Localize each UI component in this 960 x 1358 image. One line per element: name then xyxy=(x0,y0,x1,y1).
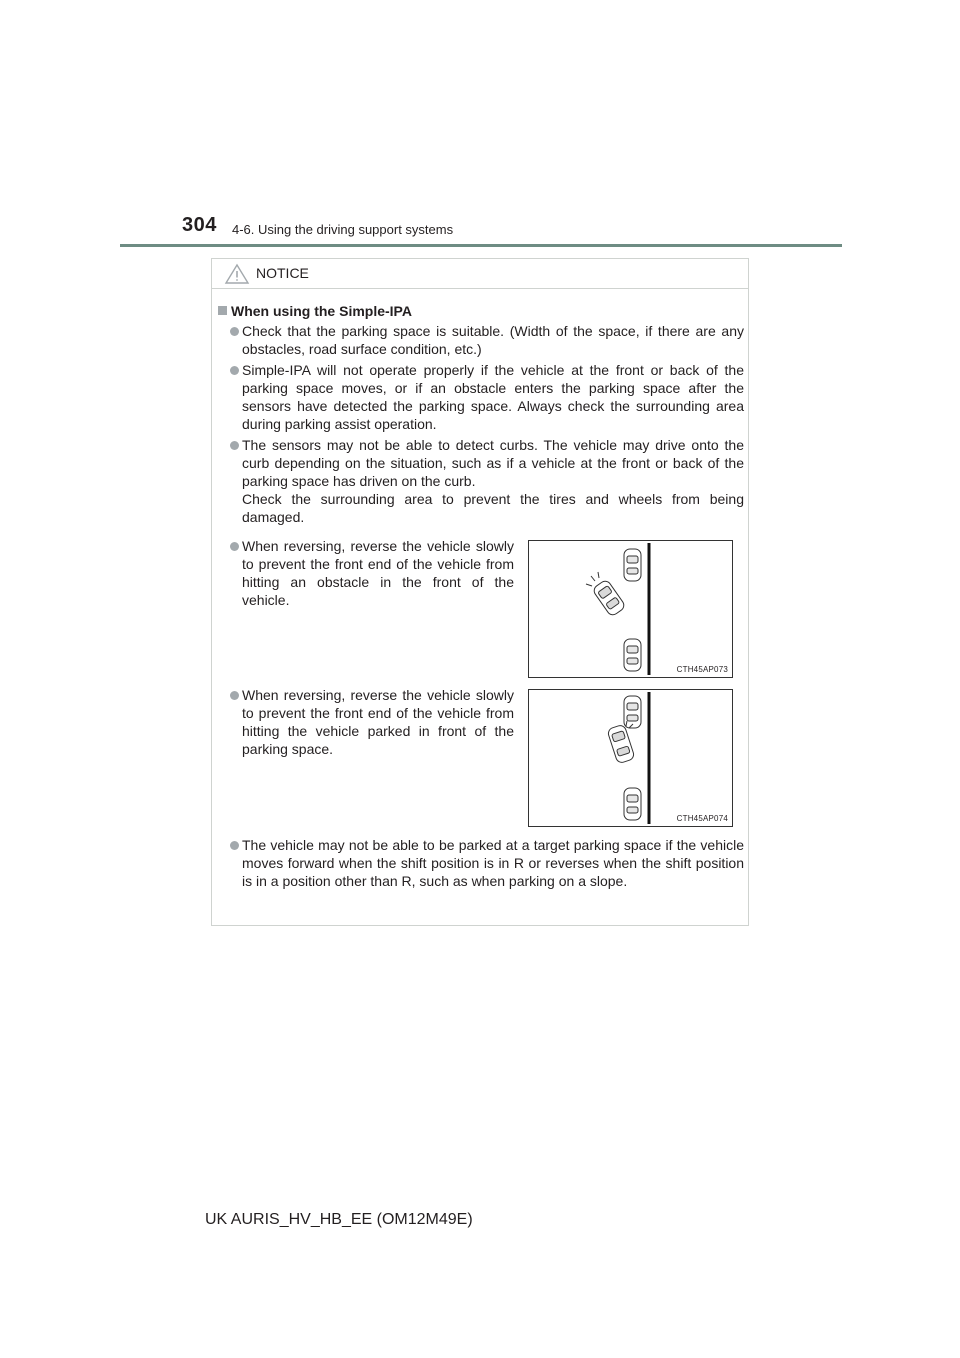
bullet-slope: The vehicle may not be able to be parked at a target parking space if the vehicle moves forward when the shift position is in R or reverses when the shift position is in a position other than R, such as when parking on a slope. xyxy=(224,836,744,890)
footer-model: UK AURIS_HV_HB_EE (OM12M49E) xyxy=(205,1211,473,1228)
notice-header xyxy=(212,259,748,289)
bullet-curbs: The sensors may not be able to detect curbs. The vehicle may drive onto the curb depending on the situation, such as if a vehicle at the front or back of the parking space has driven on the curb. Check the surrounding area to prevent the tires and wheels from being damaged. xyxy=(224,436,744,526)
square-bullet-icon xyxy=(218,306,227,315)
bullet-reverse-vehicle: When reversing, reverse the vehicle slowly to prevent the front end of the vehicle from hitting the vehicle parked in front of the parking space. xyxy=(224,686,514,758)
notice-label: NOTICE xyxy=(256,265,309,281)
bullet-operation: Simple-IPA will not operate properly if the vehicle at the front or back of the parking space moves, or if an obstacle enters the parking space after the sensors have detected the parking space. Always check the surrounding area during parking assist operation. xyxy=(224,361,744,433)
bullet-suitable-space: Check that the parking space is suitable. (Width of the space, if there are any obstacles, road surface condition, etc.) xyxy=(224,322,744,358)
page-number: 304 xyxy=(182,214,217,236)
figure-reverse-vehicle xyxy=(528,689,733,827)
bullet-dot-icon xyxy=(230,327,239,336)
bullet-dot-icon xyxy=(230,841,239,850)
parking-obstacle-illustration xyxy=(529,541,732,677)
warning-triangle-icon xyxy=(224,263,250,285)
bullet-dot-icon xyxy=(230,441,239,450)
subheading: When using the Simple-IPA xyxy=(218,303,412,319)
figure-reverse-obstacle xyxy=(528,540,733,678)
notice-box xyxy=(211,258,749,926)
figure-code: CTH45AP074 xyxy=(676,814,728,823)
figure-code: CTH45AP073 xyxy=(676,665,728,674)
bullet-reverse-obstacle: When reversing, reverse the vehicle slowly to prevent the front end of the vehicle from hitting an obstacle in the front of the vehicle. xyxy=(224,537,514,609)
parking-collision-illustration xyxy=(529,690,732,826)
bullet-dot-icon xyxy=(230,691,239,700)
bullet-dot-icon xyxy=(230,366,239,375)
section-title: 4-6. Using the driving support systems xyxy=(232,222,454,237)
bullet-dot-icon xyxy=(230,542,239,551)
header-rule xyxy=(120,244,842,247)
